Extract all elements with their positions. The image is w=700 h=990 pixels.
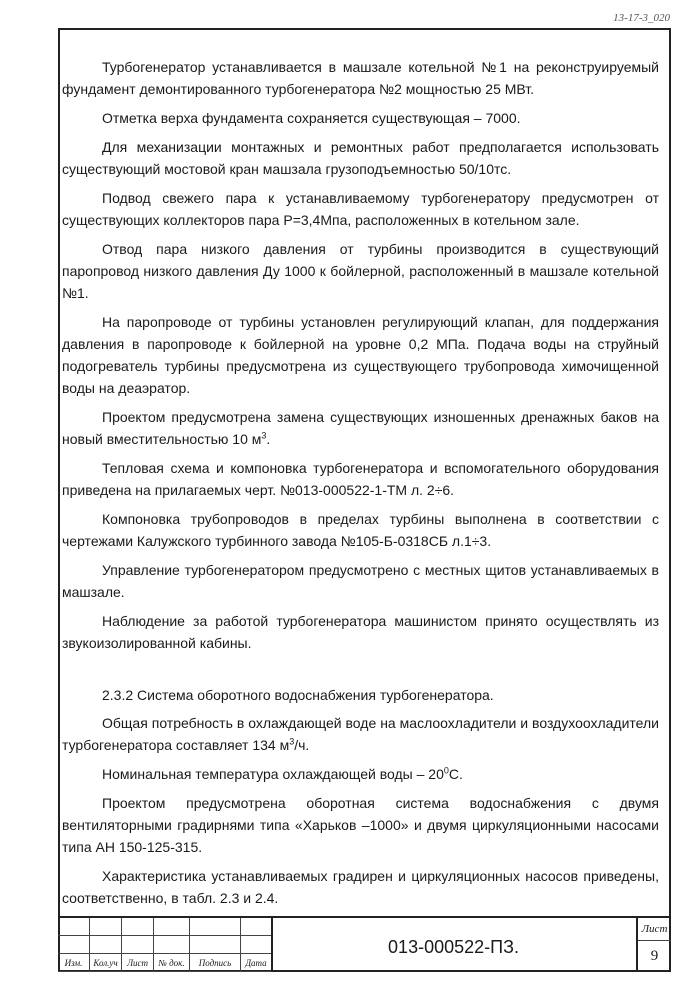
paragraph: Турбогенератор устанавливается в машзале котельной №1 на реконструируемый фундамент демонтированного турбогенератора №2 мощностью 25 МВт. [62,59,659,97]
sheet-label: Лист [638,918,671,941]
sheet-number: 9 [650,947,659,964]
document-number: 013-000522-ПЗ. [388,936,519,957]
col-header-count: Кол.уч [90,954,122,972]
paragraph: Для механизации монтажных и ремонтных работ предполагается использовать существующий мостовой кран машзала грузоподъемностью 50/10тс. [62,139,659,177]
paragraph: Отметка верха фундамента сохраняется существующая – 7000. [102,110,521,126]
paragraph: Отвод пара низкого давления от турбины производится в существующий паропровод низкого давления Ду 1000 к бойлерной, расположенный в машзале котельной №1. [62,241,659,301]
revision-cell [190,936,241,954]
col-header-date: Дата [241,954,271,972]
revision-cell [241,936,271,954]
revision-cell [90,918,122,936]
paragraph-tanks: Проектом предусмотрена замена существующих изношенных дренажных баков на новый вместительностью 10 $м^3$. [62,409,659,447]
col-header-sheet: Лист [122,954,154,972]
paragraph: Тепловая схема и компоновка турбогенератора и вспомогательного оборудования приведена на прилагаемых черт. №013-000522-1-ТМ л. 2÷6. [62,460,659,498]
paragraph-water-demand: Общая потребность в охлаждающей воде на маслоохладители и воздухоохладители турбогенератора составляет 134 $м^3/ч$. [62,715,659,753]
revision-cell [241,918,271,936]
document-corner-code: 13-17-3_020 [613,12,670,24]
col-header-signature: Подпись [190,954,241,972]
paragraph-water-temperature: Номинальная температура охлаждающей воды – $20^0С$. [102,765,463,782]
revision-cell [154,936,190,954]
section-heading: 2.3.2 Система оборотного водоснабжения турбогенератора. [102,687,494,703]
paragraph: Характеристика устанавливаемых градирен и циркуляционных насосов приведены, соответственно, в табл. 2.3 и 2.4. [62,868,659,906]
paragraph: На паропроводе от турбины установлен регулирующий клапан, для поддержания давления в паропроводе к бойлерной на уровне 0,2 МПа. Подача воды на струйный подогреватель турбины предусмотрена из существующего трубопровода химочищенной воды на деаэратор. [62,314,659,396]
revision-cell [58,936,90,954]
title-block [58,916,671,972]
revision-table [58,918,273,972]
paragraph: Подвод свежего пара к устанавливаемому турбогенератору предусмотрен от существующих коллекторов пара P=3,4Мпа, расположенных в котельном зале. [62,190,659,228]
paragraph: Управление турбогенератором предусмотрено с местных щитов устанавливаемых в машзале. [62,562,659,600]
revision-cell [122,936,154,954]
col-header-change: Изм. [58,954,90,972]
paragraph: Проектом предусмотрена оборотная система водоснабжения с двумя вентиляторными градирнями типа «Харьков –1000» и двумя циркуляционными насосами типа АН 150-125-315. [62,795,659,855]
revision-cell [58,918,90,936]
sheet-box [636,918,671,972]
paragraph: Наблюдение за работой турбогенератора машинистом принято осуществлять из звукоизолированной кабины. [62,613,659,651]
revision-cell [90,936,122,954]
paragraph: Компоновка трубопроводов в пределах турбины выполнена в соответствии с чертежами Калужского турбинного завода №105-Б-0318СБ л.1÷3. [62,511,659,549]
revision-cell [190,918,241,936]
revision-cell [122,918,154,936]
revision-cell [154,918,190,936]
document-body [62,56,659,916]
col-header-doc-no: № док. [154,954,190,972]
